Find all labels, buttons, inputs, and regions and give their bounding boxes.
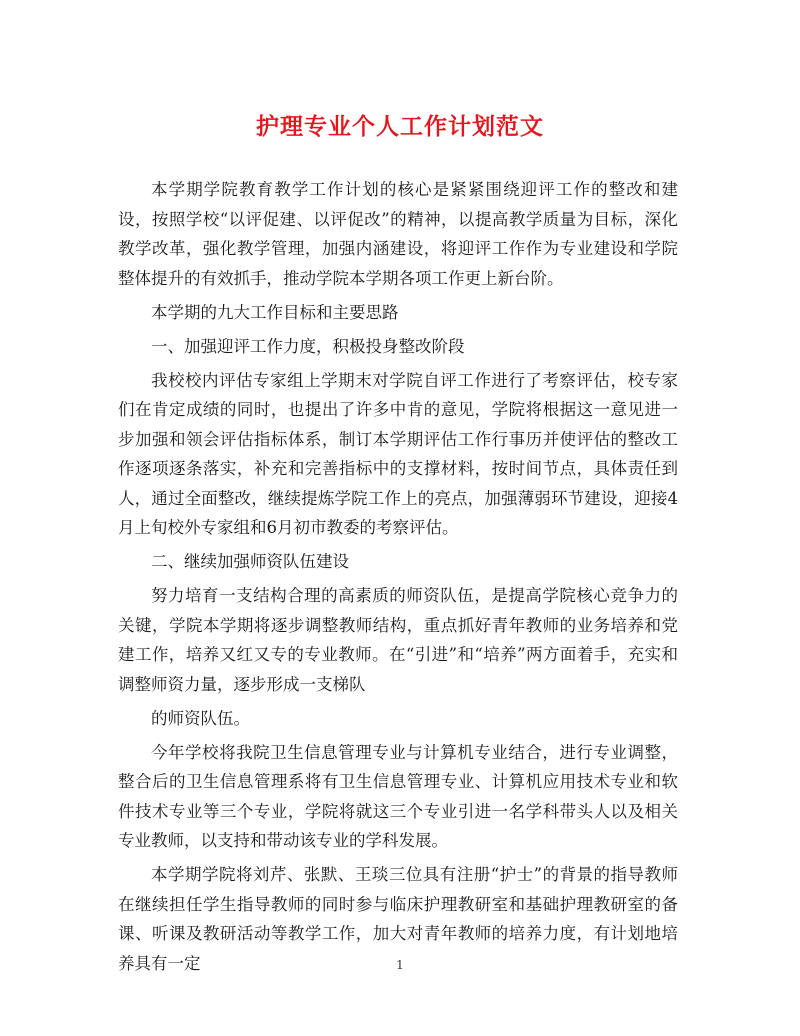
paragraph-faculty: 努力培育一支结构合理的高素质的师资队伍，是提高学院核心竞争力的关键，学院本学期将逐步调整教师结构，重点抓好青年教师的业务培养和党建工作，培养又红又专的专业教师。在“引进”和“培养”两方面着手，充实和调整师资力量，逐步形成一支梯队 — [118, 586, 678, 694]
document-title: 护理专业个人工作计划范文 — [256, 113, 544, 140]
page-number: 1 — [396, 958, 404, 972]
paragraph-goals-heading: 本学期的九大工作目标和主要思路 — [151, 302, 399, 322]
paragraph-evaluation: 我校校内评估专家组上学期末对学院自评工作进行了考察评估，校专家们在肯定成绩的同时，也提出了许多中肯的意见，学院将根据这一意见进一步加强和领会评估指标体系，制订本学期评估工作行事历并使评估的整改工作逐项逐条落实，补充和完善指标中的支撑材料，按时间节点，具体责任到人，通过全面整改，继续提炼学院工作上的亮点，加强薄弱环节建设，迎接4月上旬校外专家组和6月初市教委的考察评估。 — [118, 370, 678, 537]
document-body — [118, 175, 678, 983]
paragraph-intro: 本学期学院教育教学工作计划的核心是紧紧围绕迎评工作的整改和建设，按照学校“以评促建、以评促改”的精神，以提高教学质量为目标，深化教学改革，强化教学管理，加强内涵建设，将迎评工作作为专业建设和学院整体提升的有效抓手，推动学院本学期各项工作更上新台阶。 — [118, 180, 678, 288]
paragraph-major-adjustment: 今年学校将我院卫生信息管理专业与计算机专业结合，进行专业调整，整合后的卫生信息管理系将有卫生信息管理专业、计算机应用技术专业和软件技术专业等三个专业，学院将就这三个专业引进一名学科带头人以及相关专业教师，以支持和带动该专业的学科发展。 — [118, 742, 678, 850]
section-heading-1: 一、加强迎评工作力度，积极投身整改阶段 — [151, 336, 465, 356]
paragraph-faculty-continued: 的师资队伍。 — [151, 708, 250, 728]
section-heading-2: 二、继续加强师资队伍建设 — [151, 552, 349, 571]
paragraph-instructors: 本学期学院将刘芹、张默、王琰三位具有注册“护士”的背景的指导教师在继续担任学生指导教师的同时参与临床护理教研室和基础护理教研室的备课、听课及教研活动等教学工作，加大对青年教师的培养力度，有计划地培养具有一定 — [118, 865, 678, 973]
